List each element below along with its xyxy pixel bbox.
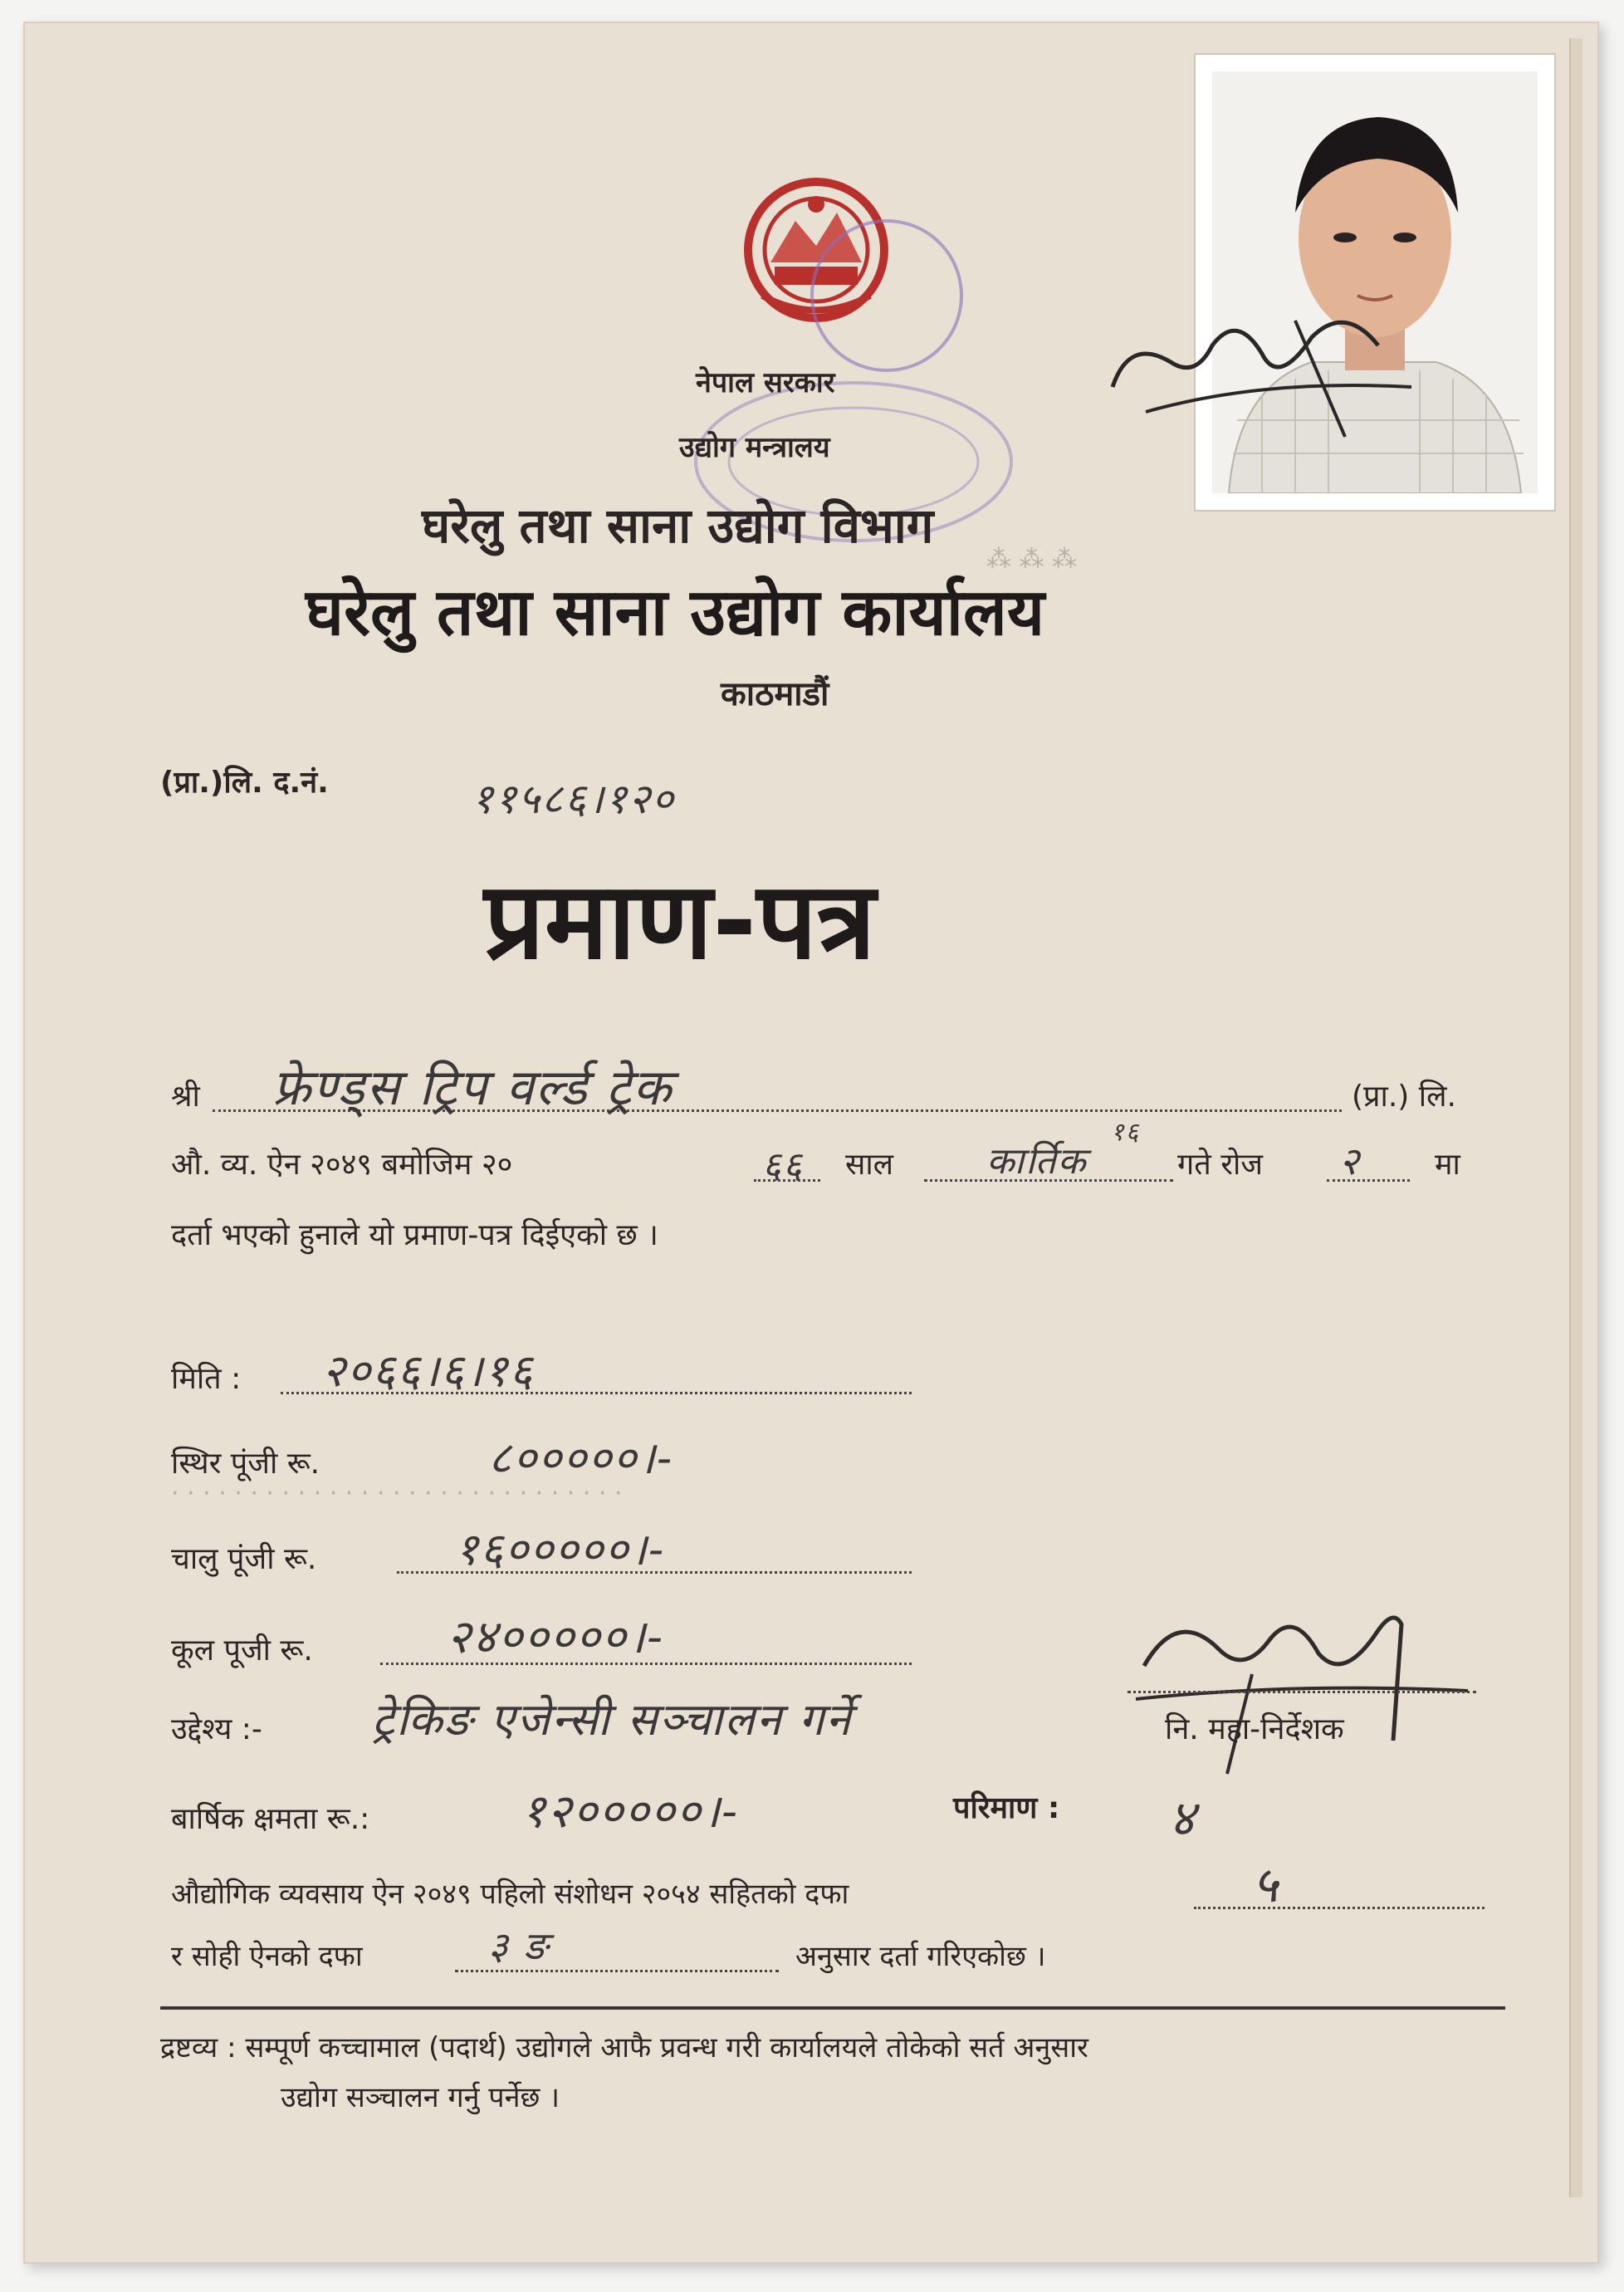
registration-weekday: २ [1339,1139,1361,1183]
quantity-label: परिमाण : [953,1791,1060,1825]
photo-signature [1096,287,1428,453]
signature-dots [1128,1691,1476,1693]
note-divider [160,2006,1505,2010]
act-section-text: औद्योगिक व्यवसाय ऐन २०४९ पहिलो संशोधन २०५४ सहितको दफा [171,1878,849,1911]
total-capital-label: कूल पूजी रू. [171,1633,313,1668]
objective-value: ट्रेकिङ एजेन्सी सञ्चालन गर्ने [372,1693,853,1746]
show-through-line: · · · · · · · · · · · · · · · · · · · · · · · · · · · · · [171,1479,623,1508]
act-section-dots [1194,1907,1485,1909]
office-title: घरेलु तथा साना उद्योग कार्यालय [306,575,1045,650]
date-label: मिति : [171,1362,242,1396]
director-signature [1128,1575,1476,1790]
gate-roj-label: गते रोज [1177,1148,1263,1182]
note-line-1: द्रष्टव्य : सम्पूर्ण कच्चामाल (पदार्थ) उद्योगले आफै प्रवन्ध गरी कार्यालयले तोकेको सर्त अनुसार [160,2031,1088,2064]
city-label: काठमाडौं [721,675,829,713]
ma-label: मा [1435,1148,1460,1182]
working-capital-value: १६०००००।- [455,1523,666,1575]
total-capital-value: २४०००००।- [447,1610,664,1664]
sal-label: साल [845,1148,894,1182]
certificate-title: प्रमाण-पत्र [484,860,876,983]
fixed-capital-value: ८०००००।- [488,1432,674,1484]
date-value: २०६६।६।१६ [322,1344,535,1397]
shri-label: श्री [171,1080,200,1114]
act-registration-text: औ. व्य. ऐन २०४९ बमोजिम २० [171,1148,513,1182]
reference-label: (प्रा.)लि. द.नं. [160,766,329,800]
quantity-value: ४ [1169,1790,1197,1848]
ministry-label: उद्योग मन्त्रालय [679,431,830,464]
paper-edge [1569,38,1582,2197]
working-capital-label: चालु पूंजी रू. [171,1542,317,1576]
objective-label: उद्देश्य :- [171,1712,262,1746]
annual-capacity-value: १२०००००।- [521,1785,739,1839]
act-section-value: ५ [1252,1856,1280,1914]
sohi-section-value: ३ ङ [488,1923,550,1968]
year-dots [754,1179,820,1182]
fixed-capital-label: स्थिर पूंजी रू. [171,1447,320,1481]
note-line-2: उद्योग सञ्चालन गर्नु पर्नेछ । [281,2081,560,2114]
registration-day: १६ [1111,1118,1141,1147]
department-title: घरेलु तथा साना उद्योग विभाग [422,497,934,554]
applicant-photo [1196,55,1554,510]
pvt-ltd-label: (प्रा.) लि. [1352,1080,1456,1114]
show-through-text: ⁂ ⁂ ⁂ [986,545,1078,574]
registered-text: अनुसार दर्ता गरिएकोछ । [795,1940,1046,1973]
reference-number: ११५८६।१२० [472,775,675,823]
registration-month: कार्तिक [986,1140,1088,1183]
registration-year: ६६ [762,1144,804,1187]
certificate-issued-text: दर्ता भएको हुनाले यो प्रमाण-पत्र दिईएको छ । [171,1218,658,1252]
certificate-paper [23,22,1599,2264]
designation-label: नि. महा-निर्देशक [1165,1712,1344,1746]
government-label: नेपाल सरकार [696,366,835,399]
company-name-value: फ्रेण्ड्स ट्रिप वर्ल्ड ट्रेक [272,1059,673,1117]
annual-capacity-label: बार्षिक क्षमता रू.: [171,1802,370,1836]
sohi-section-label: र सोही ऐनको दफा [171,1940,363,1973]
